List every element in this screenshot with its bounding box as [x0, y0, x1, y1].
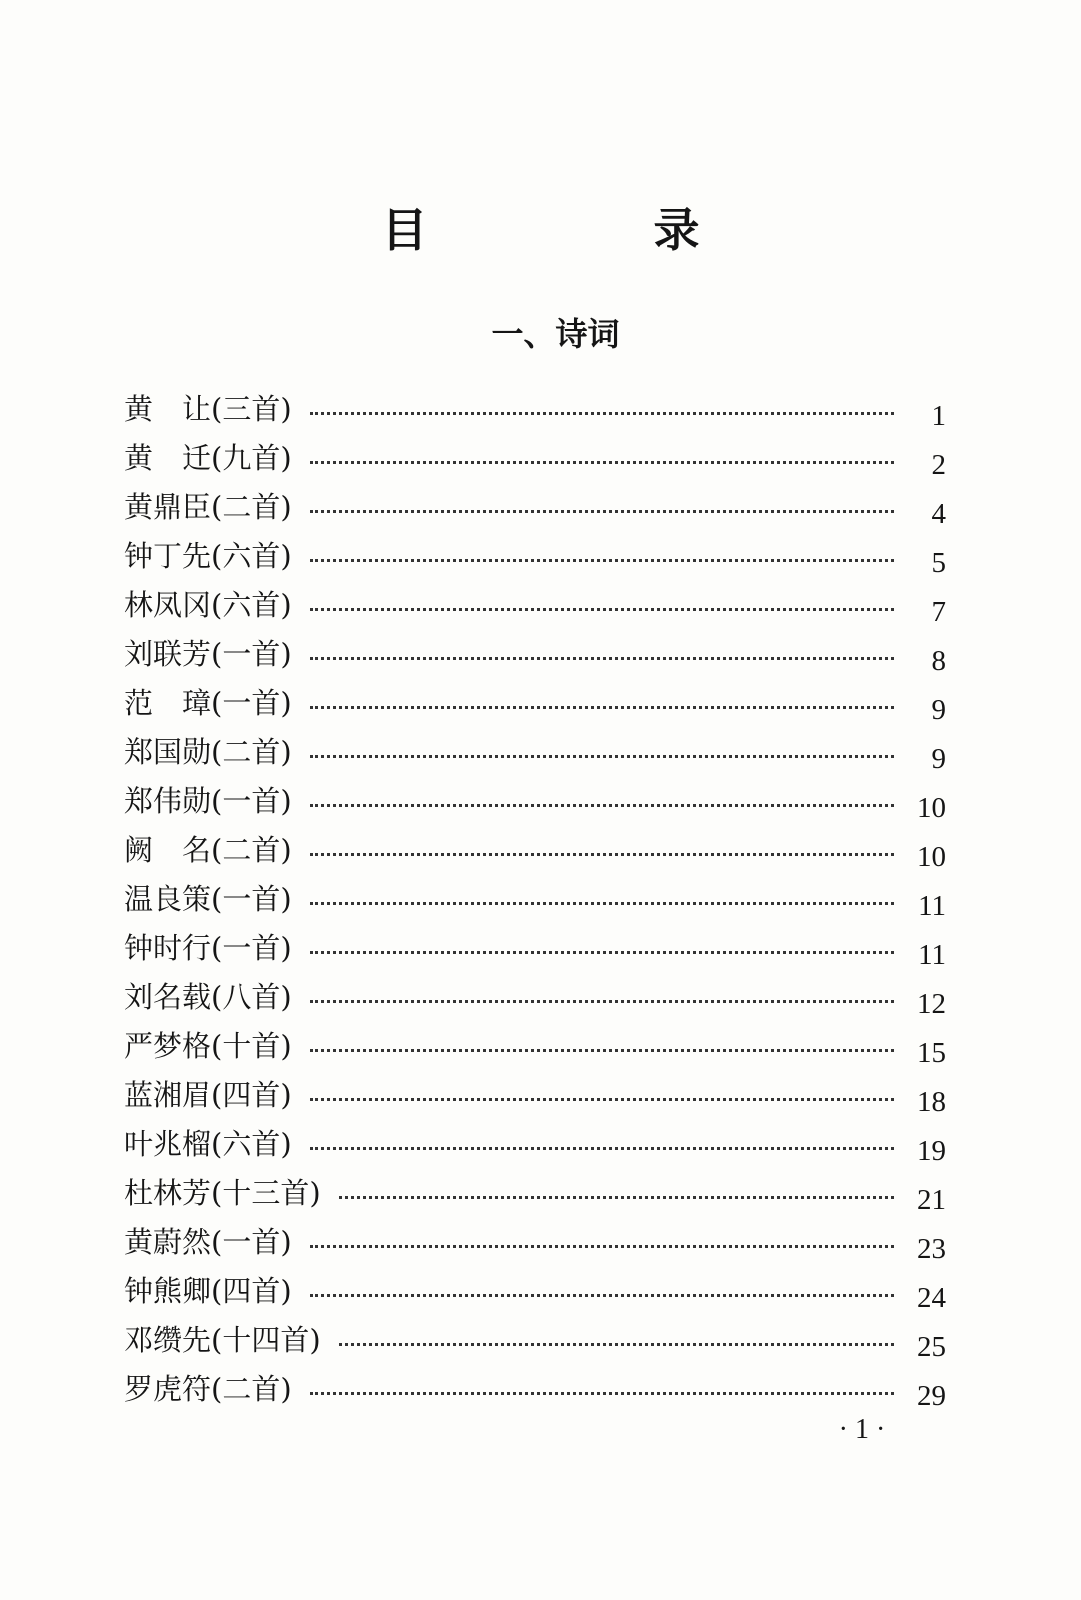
entry-page-number: 10 [917, 841, 946, 873]
toc-entry[interactable] [124, 1213, 946, 1265]
entry-page-number: 29 [917, 1380, 946, 1412]
entry-count: (十三首) [211, 1176, 321, 1210]
entry-count: (二首) [211, 735, 292, 769]
entry-name: 钟熊卿 [124, 1274, 212, 1308]
entry-page-number: 1 [931, 400, 946, 432]
dot-leader [310, 706, 894, 709]
entry-count: (二首) [211, 490, 292, 524]
entry-name: 刘联芳 [124, 637, 212, 671]
entry-name: 黄 让 [124, 392, 212, 426]
toc-entry[interactable] [124, 478, 946, 530]
entry-name: 温良策 [124, 882, 212, 916]
entry-page-number: 10 [917, 792, 946, 824]
entry-page-number: 7 [931, 596, 946, 628]
footer-page-number: · 1 · [838, 1414, 886, 1445]
entry-count: (一首) [211, 784, 292, 818]
toc-list [124, 380, 946, 1412]
toc-entry[interactable] [124, 674, 946, 726]
toc-entry[interactable] [124, 625, 946, 677]
entry-page-number: 18 [917, 1086, 946, 1118]
toc-entry[interactable] [124, 723, 946, 775]
entry-count: (六首) [211, 539, 292, 573]
entry-name: 郑伟勋 [124, 784, 212, 818]
entry-count: (二首) [211, 833, 292, 867]
entry-name: 黄 迁 [124, 441, 212, 475]
dot-leader [310, 412, 894, 415]
toc-entry[interactable] [124, 1115, 946, 1167]
dot-leader [310, 951, 894, 954]
dot-leader [310, 902, 894, 905]
entry-page-number: 11 [918, 890, 946, 922]
entry-page-number: 11 [918, 939, 946, 971]
entry-name: 刘名载 [124, 980, 212, 1014]
toc-entry[interactable] [124, 1066, 946, 1118]
dot-leader [310, 1000, 894, 1003]
toc-entry[interactable] [124, 919, 946, 971]
entry-count: (一首) [211, 882, 292, 916]
entry-count: (一首) [211, 1225, 292, 1259]
toc-entry[interactable] [124, 772, 946, 824]
entry-name: 邓缵先 [124, 1323, 212, 1357]
page-title: 目 录 [381, 203, 790, 257]
toc-entry[interactable] [124, 576, 946, 628]
toc-entry[interactable] [124, 968, 946, 1020]
toc-entry[interactable] [124, 527, 946, 579]
toc-entry[interactable] [124, 1164, 946, 1216]
entry-count: (二首) [211, 1372, 292, 1406]
dot-leader [310, 559, 894, 562]
entry-name: 钟时行 [124, 931, 212, 965]
toc-entry[interactable] [124, 1360, 946, 1412]
entry-count: (四首) [211, 1274, 292, 1308]
entry-name: 郑国勋 [124, 735, 212, 769]
toc-entry[interactable] [124, 380, 946, 432]
dot-leader [339, 1343, 894, 1346]
entry-name: 范 璋 [124, 686, 212, 720]
dot-leader [310, 1294, 894, 1297]
entry-count: (一首) [211, 931, 292, 965]
dot-leader [310, 853, 894, 856]
dot-leader [310, 1245, 894, 1248]
dot-leader [310, 608, 894, 611]
entry-count: (八首) [211, 980, 292, 1014]
entry-count: (一首) [211, 686, 292, 720]
toc-entry[interactable] [124, 821, 946, 873]
dot-leader [310, 1147, 894, 1150]
entry-count: (九首) [211, 441, 292, 475]
entry-page-number: 24 [917, 1282, 946, 1314]
entry-page-number: 12 [917, 988, 946, 1020]
entry-name: 蓝湘眉 [124, 1078, 212, 1112]
entry-count: (六首) [211, 1127, 292, 1161]
toc-entry[interactable] [124, 870, 946, 922]
toc-entry[interactable] [124, 1017, 946, 1069]
entry-page-number: 2 [931, 449, 946, 481]
dot-leader [310, 1392, 894, 1395]
entry-count: (十四首) [211, 1323, 321, 1357]
entry-page-number: 4 [931, 498, 946, 530]
entry-name: 林凤冈 [124, 588, 212, 622]
entry-name: 严梦格 [124, 1029, 212, 1063]
entry-page-number: 9 [931, 743, 946, 775]
entry-page-number: 15 [917, 1037, 946, 1069]
dot-leader [310, 1098, 894, 1101]
entry-page-number: 19 [917, 1135, 946, 1167]
entry-count: (十首) [211, 1029, 292, 1063]
dot-leader [310, 755, 894, 758]
entry-page-number: 5 [931, 547, 946, 579]
toc-entry[interactable] [124, 429, 946, 481]
entry-name: 阙 名 [124, 833, 212, 867]
dot-leader [310, 804, 894, 807]
entry-name: 黄鼎臣 [124, 490, 212, 524]
entry-page-number: 9 [931, 694, 946, 726]
entry-name: 钟丁先 [124, 539, 212, 573]
entry-name: 黄蔚然 [124, 1225, 212, 1259]
entry-name: 杜林芳 [124, 1176, 212, 1210]
section-heading: 一、诗词 [491, 315, 620, 353]
entry-page-number: 25 [917, 1331, 946, 1363]
entry-page-number: 21 [917, 1184, 946, 1216]
toc-entry[interactable] [124, 1262, 946, 1314]
dot-leader [310, 657, 894, 660]
entry-count: (一首) [211, 637, 292, 671]
entry-page-number: 8 [931, 645, 946, 677]
entry-name: 罗虎符 [124, 1372, 212, 1406]
entry-count: (四首) [211, 1078, 292, 1112]
dot-leader [310, 461, 894, 464]
toc-entry[interactable] [124, 1311, 946, 1363]
entry-page-number: 23 [917, 1233, 946, 1265]
entry-name: 叶兆榴 [124, 1127, 212, 1161]
dot-leader [339, 1196, 894, 1199]
dot-leader [310, 1049, 894, 1052]
entry-count: (六首) [211, 588, 292, 622]
dot-leader [310, 510, 894, 513]
entry-count: (三首) [211, 392, 292, 426]
